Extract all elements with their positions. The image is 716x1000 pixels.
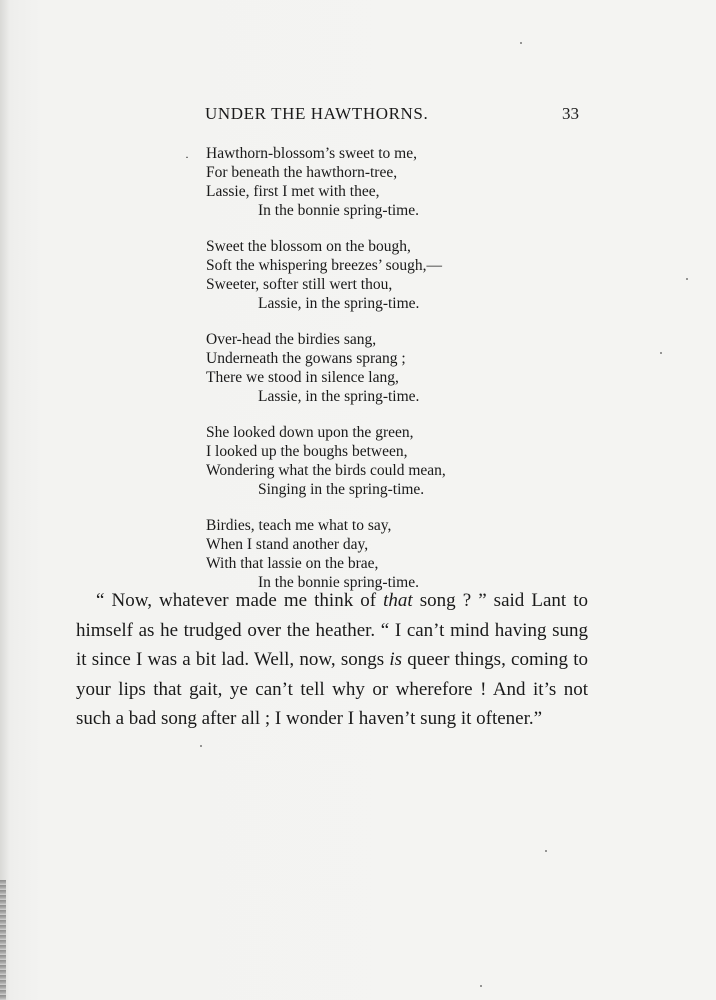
poem-line: Lassie, first I met with thee, bbox=[206, 183, 380, 200]
poem-refrain: Singing in the spring-time. bbox=[258, 481, 425, 498]
prose-text: “ Now, whatever made me think of bbox=[96, 590, 384, 611]
paper-speck bbox=[686, 278, 688, 280]
prose-text: queer things, coming to your lips that gait, ye can’t tell why or wherefore ! And it’s not such a bad song after all ; I wonder I haven’t sung it oftener.” bbox=[76, 649, 589, 729]
page-header bbox=[0, 104, 716, 128]
page-edge-shadow bbox=[0, 880, 6, 1000]
poem-line: Hawthorn-blossom’s sweet to me, bbox=[206, 145, 417, 162]
page-number: 33 bbox=[562, 104, 579, 123]
stray-mark: · bbox=[185, 150, 189, 164]
paper-speck bbox=[660, 352, 662, 354]
poem-line: There we stood in silence lang, bbox=[206, 369, 399, 386]
poem-refrain: In the bonnie spring-time. bbox=[258, 574, 419, 591]
prose-text: song ? ” said Lant to himself as he trudged over the heather. “ I can’t mind having sung it since I was a bit lad. Well, now, songs bbox=[76, 590, 588, 670]
paper-speck bbox=[480, 985, 482, 987]
poem-line: Birdies, teach me what to say, bbox=[206, 517, 392, 534]
prose-emphasis: is bbox=[389, 649, 403, 670]
poem-stanza-4 bbox=[206, 423, 526, 499]
poem bbox=[206, 144, 526, 609]
poem-stanza-5 bbox=[206, 516, 526, 592]
poem-refrain: Lassie, in the spring-time. bbox=[258, 295, 420, 312]
poem-line: Soft the whispering breezes’ sough,— bbox=[206, 257, 443, 274]
paper-speck bbox=[545, 850, 547, 852]
running-head: UNDER THE HAWTHORNS. bbox=[205, 104, 429, 123]
poem-line: Sweeter, softer still wert thou, bbox=[206, 276, 393, 293]
poem-line: Wondering what the birds could mean, bbox=[206, 462, 446, 479]
poem-line: She looked down upon the green, bbox=[206, 424, 414, 441]
poem-line: Sweet the blossom on the bough, bbox=[206, 238, 411, 255]
prose-paragraph bbox=[76, 586, 588, 734]
poem-line: For beneath the hawthorn-tree, bbox=[206, 164, 398, 181]
paper-speck bbox=[520, 42, 522, 44]
poem-stanza-3 bbox=[206, 330, 526, 406]
poem-refrain: Lassie, in the spring-time. bbox=[258, 388, 420, 405]
paper-speck bbox=[200, 745, 202, 747]
poem-stanza-1 bbox=[206, 144, 526, 220]
prose-emphasis: that bbox=[383, 590, 413, 611]
poem-line: I looked up the boughs between, bbox=[206, 443, 408, 460]
poem-line: With that lassie on the brae, bbox=[206, 555, 379, 572]
poem-line: When I stand another day, bbox=[206, 536, 369, 553]
poem-stanza-2 bbox=[206, 237, 526, 313]
poem-line: Over-head the birdies sang, bbox=[206, 331, 377, 348]
poem-refrain: In the bonnie spring-time. bbox=[258, 202, 419, 219]
poem-line: Underneath the gowans sprang ; bbox=[206, 350, 406, 367]
